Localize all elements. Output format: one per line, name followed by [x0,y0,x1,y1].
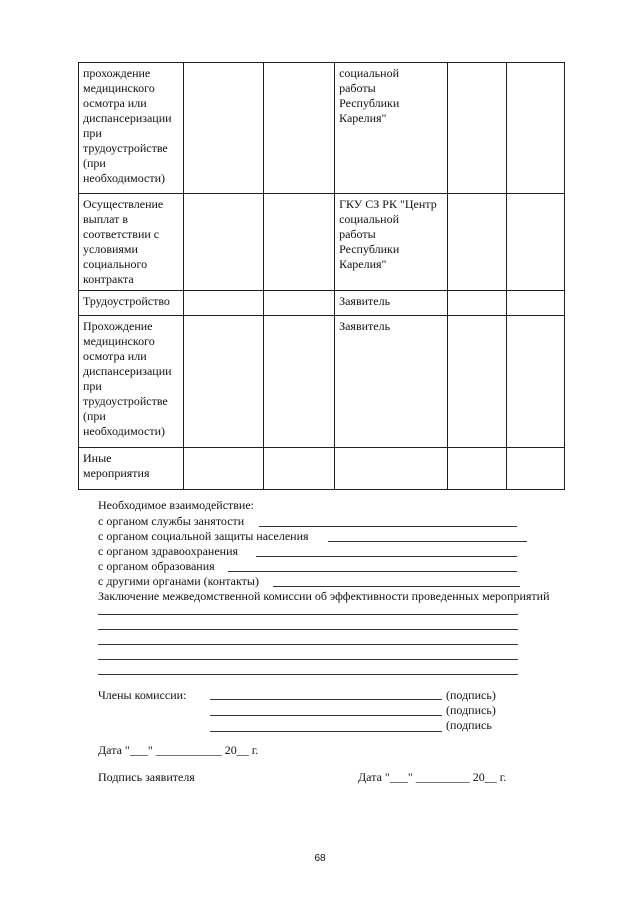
responsible-cell: Заявитель [335,316,448,448]
empty-cell [507,291,565,316]
measure-cell: Прохождение медицинского осмотра или диспансеризации при трудоустройстве (при необходимости) [79,316,184,448]
commission-signature-line [210,715,442,716]
empty-cell [507,316,565,448]
signature-caption: (подпись) [446,688,496,702]
empty-cell [183,194,263,291]
interaction-employment-label: с органом службы занятости [98,514,245,528]
signature-caption: (подпись) [446,703,496,717]
table-row [79,63,565,194]
applicant-date-line: Дата "___" _________ 20__ г. [358,770,507,784]
employment-fill-line [259,526,517,527]
empty-cell [183,63,263,194]
empty-cell [507,63,565,194]
empty-cell [448,448,507,490]
empty-cell [448,291,507,316]
interaction-social-label: с органом социальной защиты населения [98,529,309,543]
signature-caption: (подпись [446,718,492,732]
empty-cell [183,316,263,448]
other-fill-line [273,586,520,587]
education-fill-line [228,571,517,572]
commission-label: Члены комиссии: [98,688,187,702]
empty-cell [263,291,334,316]
interaction-other-label: с другими органами (контакты) [98,574,259,588]
date-line: Дата "___" ___________ 20__ г. [98,743,259,757]
interaction-heading: Необходимое взаимодействие: [98,498,255,512]
measure-cell: Иные мероприятия [79,448,184,490]
empty-cell [263,194,334,291]
applicant-signature-label: Подпись заявителя [98,770,195,784]
conclusion-line [98,644,518,645]
interaction-health-label: с органом здравоохранения [98,544,239,558]
empty-cell [263,63,334,194]
empty-cell [448,316,507,448]
conclusion-line [98,659,518,660]
conclusion-line [98,614,518,615]
responsible-cell [335,448,448,490]
social-fill-line [328,541,527,542]
commission-signature-line [210,731,442,732]
responsible-cell: социальной работы Республики Карелия" [335,63,448,194]
interaction-education-label: с органом образования [98,559,215,573]
measure-cell: прохождение медицинского осмотра или диспансеризации при трудоустройстве (при необходимости) [79,63,184,194]
empty-cell [263,448,334,490]
measure-cell: Осуществление выплат в соответствии с условиями социального контракта [79,194,184,291]
empty-cell [448,194,507,291]
health-fill-line [256,556,517,557]
conclusion-line [98,674,518,675]
conclusion-line [98,629,518,630]
responsible-cell: ГКУ СЗ РК "Центр социальной работы Республики Карелия" [335,194,448,291]
empty-cell [448,63,507,194]
page-number: 68 [314,853,326,864]
empty-cell [183,448,263,490]
table-row [79,194,565,291]
empty-cell [507,448,565,490]
table-row [79,448,565,490]
empty-cell [183,291,263,316]
conclusion-heading: Заключение межведомственной комиссии об эффективности проведенных мероприятий [98,589,550,603]
commission-signature-line [210,699,442,700]
responsible-cell: Заявитель [335,291,448,316]
measures-table [78,62,565,490]
table-row [79,291,565,316]
table-row [79,316,565,448]
measure-cell: Трудоустройство [79,291,184,316]
empty-cell [507,194,565,291]
empty-cell [263,316,334,448]
